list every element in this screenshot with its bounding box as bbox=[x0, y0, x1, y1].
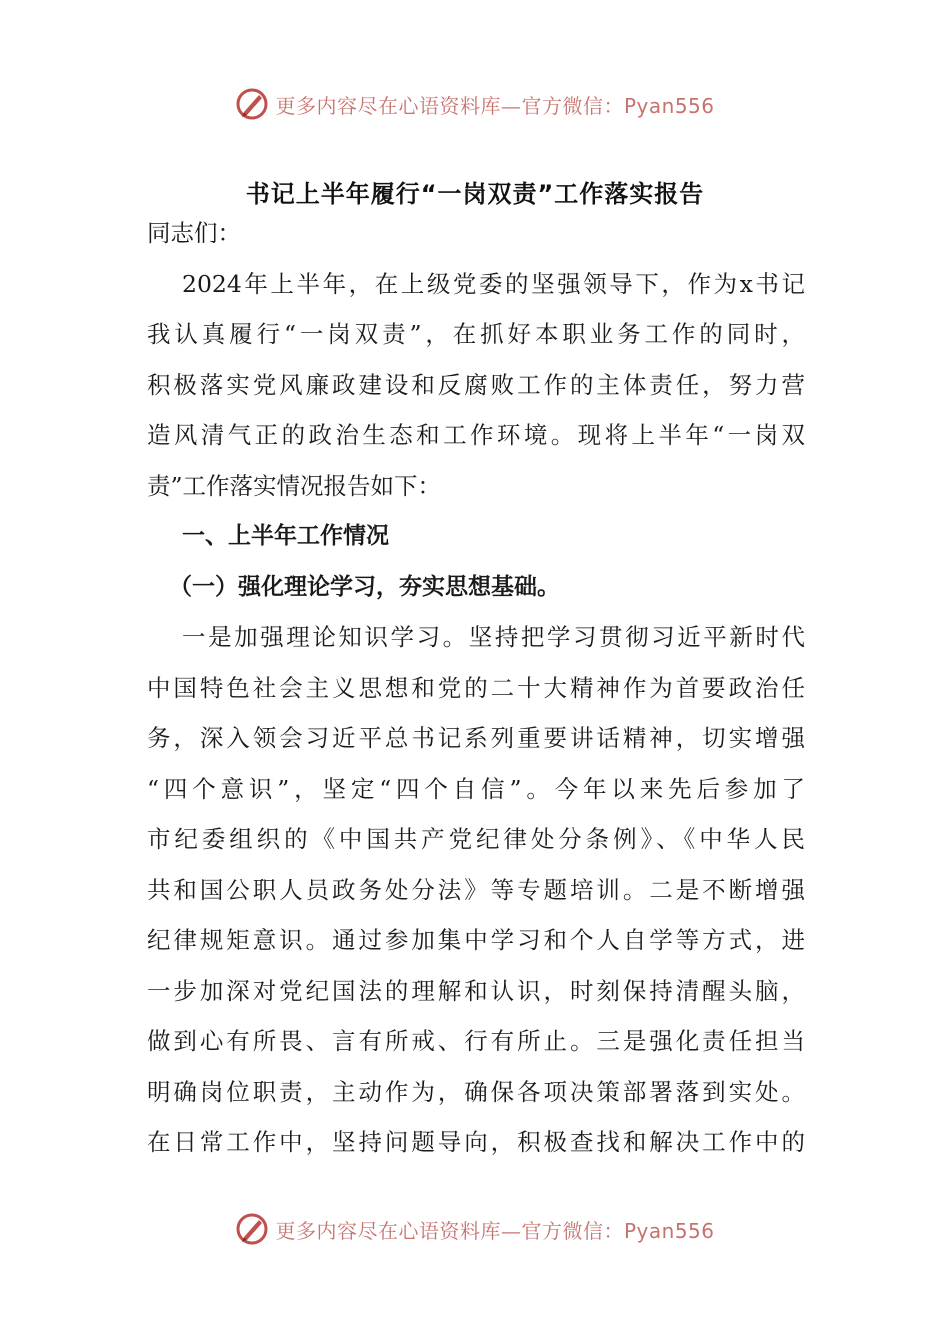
paragraph-line: 在日常工作中，坚持问题导向，积极查找和解决工作中的 bbox=[147, 1128, 805, 1156]
footer-watermark bbox=[0, 1209, 950, 1249]
paragraph-line: 2024年上半年，在上级党委的坚强领导下，作为x书记 bbox=[182, 269, 805, 298]
paragraph-line: 积极落实党风廉政建设和反腐败工作的主体责任，努力营 bbox=[147, 370, 805, 399]
wechat-id: Pyan556 bbox=[623, 93, 715, 118]
paragraph-line: 纪律规矩意识。通过参加集中学习和个人自学等方式，进 bbox=[147, 926, 805, 954]
pen-logo-icon bbox=[235, 1212, 269, 1246]
paragraph-line: 市纪委组织的《中国共产党纪律处分条例》、《中华人民 bbox=[147, 825, 805, 853]
paragraph-line: 我认真履行“一岗双责”，在抓好本职业务工作的同时， bbox=[147, 320, 805, 348]
paragraph-line: 一是加强理论知识学习。坚持把学习贯彻习近平新时代 bbox=[182, 623, 805, 651]
paragraph-line: 责”工作落实情况报告如下： bbox=[147, 471, 442, 500]
pen-logo-icon bbox=[235, 87, 269, 121]
document-body bbox=[147, 208, 805, 1168]
paragraph-line: 务，深入领会习近平总书记系列重要讲话精神，切实增强 bbox=[147, 724, 805, 752]
paragraph-line: “四个意识”，坚定“四个自信”。今年以来先后参加了 bbox=[147, 774, 805, 803]
paragraph-line: 做到心有所畏、言有所戒、行有所止。三是强化责任担当 bbox=[147, 1027, 805, 1055]
watermark-text: 更多内容尽在心语资料库—官方微信：Pyan556 bbox=[275, 93, 715, 118]
paragraph-line: 造风清气正的政治生态和工作环境。现将上半年“一岗双 bbox=[147, 421, 805, 449]
header-watermark bbox=[0, 84, 950, 124]
wechat-id: Pyan556 bbox=[623, 1218, 715, 1243]
salutation: 同志们： bbox=[147, 219, 241, 247]
watermark-text: 更多内容尽在心语资料库—官方微信：Pyan556 bbox=[275, 1218, 715, 1243]
subsection-heading: （一）强化理论学习，夯实思想基础。 bbox=[169, 573, 560, 600]
paragraph-line: 一步加深对党纪国法的理解和认识，时刻保持清醒头脑， bbox=[147, 976, 805, 1005]
paragraph-line: 明确岗位职责，主动作为，确保各项决策部署落到实处。 bbox=[147, 1077, 805, 1106]
body-paragraph bbox=[147, 612, 805, 1168]
paragraph-line: 共和国公职人员政务处分法》等专题培训。二是不断增强 bbox=[147, 875, 805, 904]
section-heading: 一、上半年工作情况 bbox=[182, 523, 389, 549]
intro-paragraph bbox=[147, 259, 805, 512]
document-title: 书记上半年履行“一岗双责”工作落实报告 bbox=[245, 180, 705, 208]
paragraph-line: 中国特色社会主义思想和党的二十大精神作为首要政治任 bbox=[147, 673, 805, 702]
